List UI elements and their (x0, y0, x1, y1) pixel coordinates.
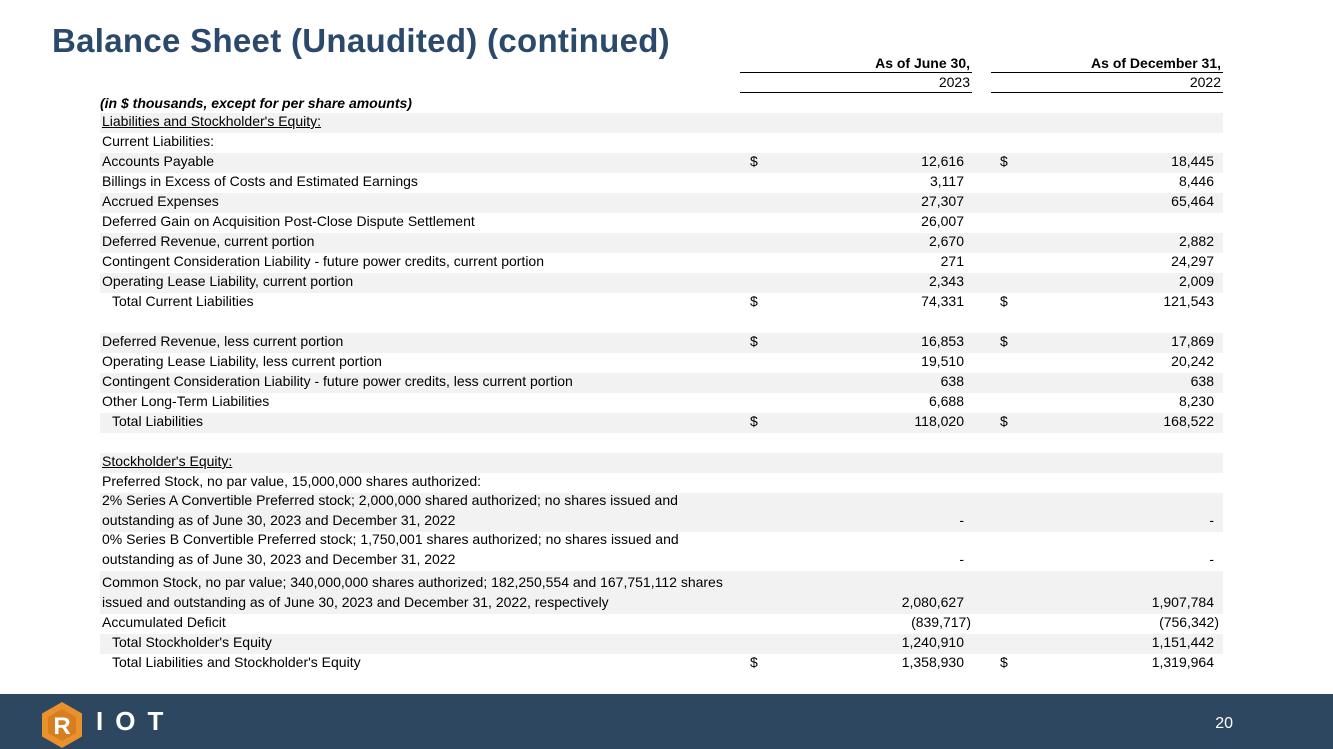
value-dec-2022: - (1209, 551, 1214, 567)
row-label: Total Current Liabilities (112, 293, 254, 309)
row-label: 2% Series A Convertible Preferred stock; 2,000,000 shared authorized; no shares issued and outstanding as of June 30, 2023 and December 31, 2022 (102, 492, 678, 528)
riot-logo-icon (40, 701, 84, 749)
row-label: Total Liabilities and Stockholder's Equity (112, 654, 361, 670)
table-row (100, 193, 1223, 213)
table-row (100, 333, 1223, 353)
value-dec-2022: 18,445 (1171, 153, 1214, 169)
row-label: Contingent Consideration Liability - future power credits, current portion (102, 253, 545, 269)
column-header-dec-2022 (991, 54, 1223, 93)
row-label: Preferred Stock, no par value, 15,000,000 shares authorized: (102, 473, 482, 489)
value-dec-2022: 1,907,784 (1151, 594, 1214, 610)
value-dec-2022: 8,446 (1178, 173, 1214, 189)
row-label: Liabilities and Stockholder's Equity: (102, 113, 322, 129)
table-row (100, 273, 1223, 293)
table-row (100, 393, 1223, 413)
value-june-2023: 1,358,930 (901, 654, 964, 670)
value-dec-2022: 8,230 (1178, 393, 1214, 409)
column-header-line1: As of June 30, (740, 54, 972, 73)
table-row (100, 113, 1223, 133)
logo-letter: R (53, 713, 71, 740)
units-note: (in $ thousands, except for per share amounts) (100, 95, 412, 111)
currency-symbol-dec: $ (1000, 654, 1008, 670)
table-row (100, 453, 1223, 473)
balance-sheet-table (100, 113, 1223, 674)
value-june-2023: - (959, 512, 964, 528)
value-june-2023: 2,670 (928, 233, 964, 249)
currency-symbol-june: $ (750, 293, 758, 309)
row-label: Total Liabilities (112, 413, 204, 429)
table-row (100, 213, 1223, 233)
table-row (100, 133, 1223, 153)
value-june-2023: 19,510 (921, 353, 964, 369)
row-label: Deferred Gain on Acquisition Post-Close Dispute Settlement (102, 213, 475, 229)
value-june-2023: 26,007 (921, 213, 964, 229)
currency-symbol-dec: $ (1000, 333, 1008, 349)
currency-symbol-june: $ (750, 654, 758, 670)
row-label: Other Long-Term Liabilities (102, 393, 270, 409)
table-row (100, 173, 1223, 193)
value-dec-2022: 2,009 (1178, 273, 1214, 289)
row-label: Accumulated Deficit (102, 614, 226, 630)
table-row (100, 293, 1223, 313)
value-dec-2022: 638 (1190, 373, 1214, 389)
value-june-2023: 271 (940, 253, 964, 269)
value-june-2023: 16,853 (921, 333, 964, 349)
table-row (100, 532, 1223, 571)
table-row (100, 614, 1223, 634)
value-june-2023: 27,307 (921, 193, 964, 209)
row-label: 0% Series B Convertible Preferred stock; 1,750,001 shares authorized; no shares issued and outstanding as of June 30, 2023 and December 31, 2022 (102, 531, 679, 567)
value-june-2023: 3,117 (930, 173, 964, 189)
value-june-2023: 2,343 (928, 273, 964, 289)
table-row (100, 571, 1223, 614)
currency-symbol-june: $ (750, 413, 758, 429)
column-header-line2: 2023 (740, 73, 972, 93)
row-label: Deferred Revenue, current portion (102, 233, 315, 249)
row-label: Accrued Expenses (102, 193, 219, 209)
value-june-2023: 12,616 (921, 153, 964, 169)
value-dec-2022: 168,522 (1163, 413, 1214, 429)
currency-symbol-dec: $ (1000, 413, 1008, 429)
page-title: Balance Sheet (Unaudited) (continued) (52, 22, 670, 59)
table-row (100, 253, 1223, 273)
row-label: Current Liabilities: (102, 133, 215, 149)
value-dec-2022: 17,869 (1171, 333, 1214, 349)
row-label: Billings in Excess of Costs and Estimated Earnings (102, 173, 418, 189)
table-row (100, 153, 1223, 173)
page-number: 20 (1215, 715, 1233, 732)
value-dec-2022: 24,297 (1171, 253, 1214, 269)
currency-symbol-june: $ (750, 153, 758, 169)
table-row (100, 313, 1223, 333)
value-june-2023: 6,688 (928, 393, 964, 409)
table-row (100, 413, 1223, 433)
value-dec-2022: - (1209, 512, 1214, 528)
table-row (100, 433, 1223, 453)
value-june-2023: 74,331 (921, 293, 964, 309)
currency-symbol-june: $ (750, 333, 758, 349)
currency-symbol-dec: $ (1000, 293, 1008, 309)
row-label: Accounts Payable (102, 153, 215, 169)
value-dec-2022: 2,882 (1178, 233, 1214, 249)
table-row (100, 233, 1223, 253)
row-label: Total Stockholder's Equity (112, 634, 272, 650)
row-label: Operating Lease Liability, less current portion (102, 353, 382, 369)
value-dec-2022: 1,151,442 (1151, 634, 1214, 650)
table-row (100, 493, 1223, 532)
logo-text: IOT (96, 706, 176, 736)
value-june-2023: 638 (940, 373, 964, 389)
footer-bar (0, 694, 1333, 749)
row-label: Deferred Revenue, less current portion (102, 333, 344, 349)
table-row (100, 373, 1223, 393)
row-label: Stockholder's Equity: (102, 453, 233, 469)
table-row (100, 353, 1223, 373)
row-label: Contingent Consideration Liability - future power credits, less current portion (102, 373, 573, 389)
value-june-2023: 1,240,910 (901, 634, 964, 650)
value-dec-2022: 20,242 (1171, 353, 1214, 369)
row-label: Common Stock, no par value; 340,000,000 shares authorized; 182,250,554 and 167,751,112 shares issued and outstanding as of June 30, 2023 and December 31, 2022, respectively (102, 574, 723, 610)
table-row (100, 654, 1223, 674)
column-header-line2: 2022 (991, 73, 1223, 93)
value-dec-2022: 1,319,964 (1151, 654, 1214, 670)
column-header-line1: As of December 31, (991, 54, 1223, 73)
value-june-2023: 2,080,627 (901, 594, 964, 610)
value-dec-2022: (756,342) (1159, 614, 1219, 630)
table-row (100, 634, 1223, 654)
value-dec-2022: 121,543 (1163, 293, 1214, 309)
row-label: Operating Lease Liability, current portion (102, 273, 354, 289)
column-header-june-2023 (740, 54, 972, 93)
value-june-2023: (839,717) (911, 614, 971, 630)
value-dec-2022: 65,464 (1171, 193, 1214, 209)
value-june-2023: - (959, 551, 964, 567)
currency-symbol-dec: $ (1000, 153, 1008, 169)
value-june-2023: 118,020 (914, 413, 964, 429)
